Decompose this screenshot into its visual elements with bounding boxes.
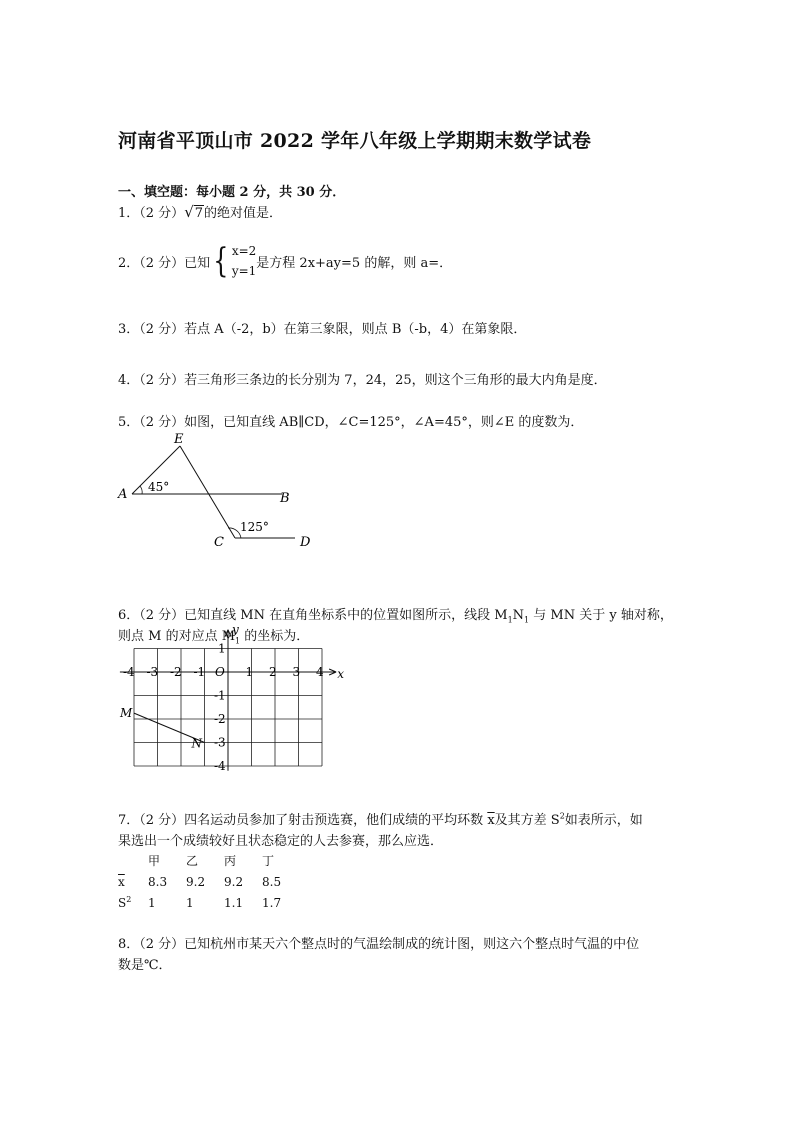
q6-text-e: 的坐标为． xyxy=(240,629,310,644)
angle-c-label: 125° xyxy=(240,520,269,534)
line-ec xyxy=(180,446,235,538)
table-cell: 8.5 xyxy=(262,874,282,889)
q1-prefix: 1．（2 分） xyxy=(118,206,185,221)
question-8-line1: 8．（2 分）已知杭州市某天六个整点时的气温绘制成的统计图，则这六个整点时气温的中位 xyxy=(118,937,640,952)
label-a: A xyxy=(118,487,128,502)
x-tick-label: 2 xyxy=(269,665,277,679)
x-tick-label: -4 xyxy=(123,665,135,679)
angle-a-label: 45° xyxy=(148,480,170,494)
q5-figure xyxy=(110,428,330,553)
question-4: 4．（2 分）若三角形三条边的长分别为 7，24，25，则这个三角形的最大内角是度． xyxy=(118,373,607,388)
question-5: 5．（2 分）如图，已知直线 AB∥CD，∠C=125°，∠A=45°，则∠E 的度数为． xyxy=(118,415,584,430)
q7-sup: 2 xyxy=(559,811,565,821)
point-n-label: N xyxy=(191,736,202,751)
table-cell: 1 xyxy=(148,895,156,910)
page-title: 河南省平顶山市 2022 学年八年级上学期期末数学试卷 xyxy=(118,130,592,152)
x-tick-label: 4 xyxy=(316,665,324,679)
x-tick-label: -1 xyxy=(193,665,206,679)
y-tick-label: -4 xyxy=(214,759,226,773)
question-3: 3．（2 分）若点 A（-2，b）在第三象限，则点 B（-b，4）在第象限． xyxy=(118,322,527,337)
q2-eq2: y=1 xyxy=(231,264,257,278)
table-header: 丁 xyxy=(262,854,275,868)
table-row xyxy=(118,871,300,892)
table-cell: 9.2 xyxy=(186,874,206,889)
q2-suffix: 是方程 2x+ay=5 的解，则 a=． xyxy=(256,255,453,271)
section-heading: 一、填空题：每小题 2 分，共 30 分． xyxy=(118,185,346,200)
angle-a-arc xyxy=(140,486,142,494)
brace-symbol: { xyxy=(213,241,229,281)
x-axis-label: x xyxy=(337,667,345,681)
q6-text-b: N xyxy=(512,608,525,623)
question-1 xyxy=(118,202,282,221)
q6-text-a: 6．（2 分）已知直线 MN 在直角坐标系中的位置如图所示，线段 M xyxy=(118,608,508,623)
label-c: C xyxy=(214,535,224,550)
table-row xyxy=(118,850,300,871)
question-2 xyxy=(118,241,452,281)
q6-sub2: 1 xyxy=(524,615,530,625)
table-cell: 8.3 xyxy=(148,874,168,889)
row-label-mean: $\overline{x}$ xyxy=(118,874,125,889)
origin-label: O xyxy=(215,665,225,679)
sqrt-expression: √7 xyxy=(184,203,204,221)
q1-radicand: 7 xyxy=(194,206,204,221)
x-tick-label: -2 xyxy=(170,665,182,679)
q6-text-d: 则点 M 的对应点 M xyxy=(118,629,236,644)
q6-sub3: 1 xyxy=(235,636,241,646)
equation-system xyxy=(210,241,256,281)
table-header: 乙 xyxy=(186,854,199,868)
coordinate-grid xyxy=(115,620,345,780)
q7-text-b: 及其方差 S xyxy=(494,813,560,828)
label-d: D xyxy=(300,535,311,550)
y-tick-label: -3 xyxy=(214,735,226,750)
table-cell: 9.2 xyxy=(224,874,244,889)
table-row xyxy=(118,892,300,913)
label-b: B xyxy=(280,491,290,506)
q1-suffix: 的绝对值是． xyxy=(204,206,283,221)
table-header: 甲 xyxy=(148,854,161,868)
x-tick-label: 1 xyxy=(245,665,254,679)
q2-prefix: 2．（2 分）已知 xyxy=(118,255,211,271)
point-m-label: M xyxy=(120,706,133,721)
x-tick-label: -3 xyxy=(146,665,159,679)
y-tick-label: -2 xyxy=(214,712,226,726)
q2-eq1: x=2 xyxy=(231,244,257,258)
x-tick-label: 3 xyxy=(292,665,301,679)
row-label-sup: 2 xyxy=(126,895,132,904)
table-cell: 1 xyxy=(186,895,194,910)
stats-table xyxy=(118,850,300,913)
y-axis-label: y xyxy=(232,622,239,637)
q6-text-c: 与 MN 关于 y 轴对称， xyxy=(529,608,673,623)
q7-text-a: 7．（2 分）四名运动员参加了射击预选赛，他们成绩的平均环数 xyxy=(118,813,488,828)
q7-xbar: $\overline{x}$ xyxy=(487,813,495,828)
table-header: 丙 xyxy=(224,854,237,868)
question-7-line2: 果选出一个成绩较好且状态稳定的人去参赛，那么应选． xyxy=(118,834,444,849)
question-7-line1 xyxy=(118,809,643,828)
q6-sub1: 1 xyxy=(507,615,513,625)
y-tick-label: -1 xyxy=(214,688,226,703)
y-tick-label: 1 xyxy=(218,641,226,656)
label-e: E xyxy=(174,432,184,447)
question-8-line2: 数是℃． xyxy=(118,958,172,973)
table-cell: 1.1 xyxy=(224,895,244,910)
q7-text-c: 如表所示，如 xyxy=(564,813,643,828)
table-cell: 1.7 xyxy=(262,895,282,910)
row-label-variance: S xyxy=(118,896,127,910)
